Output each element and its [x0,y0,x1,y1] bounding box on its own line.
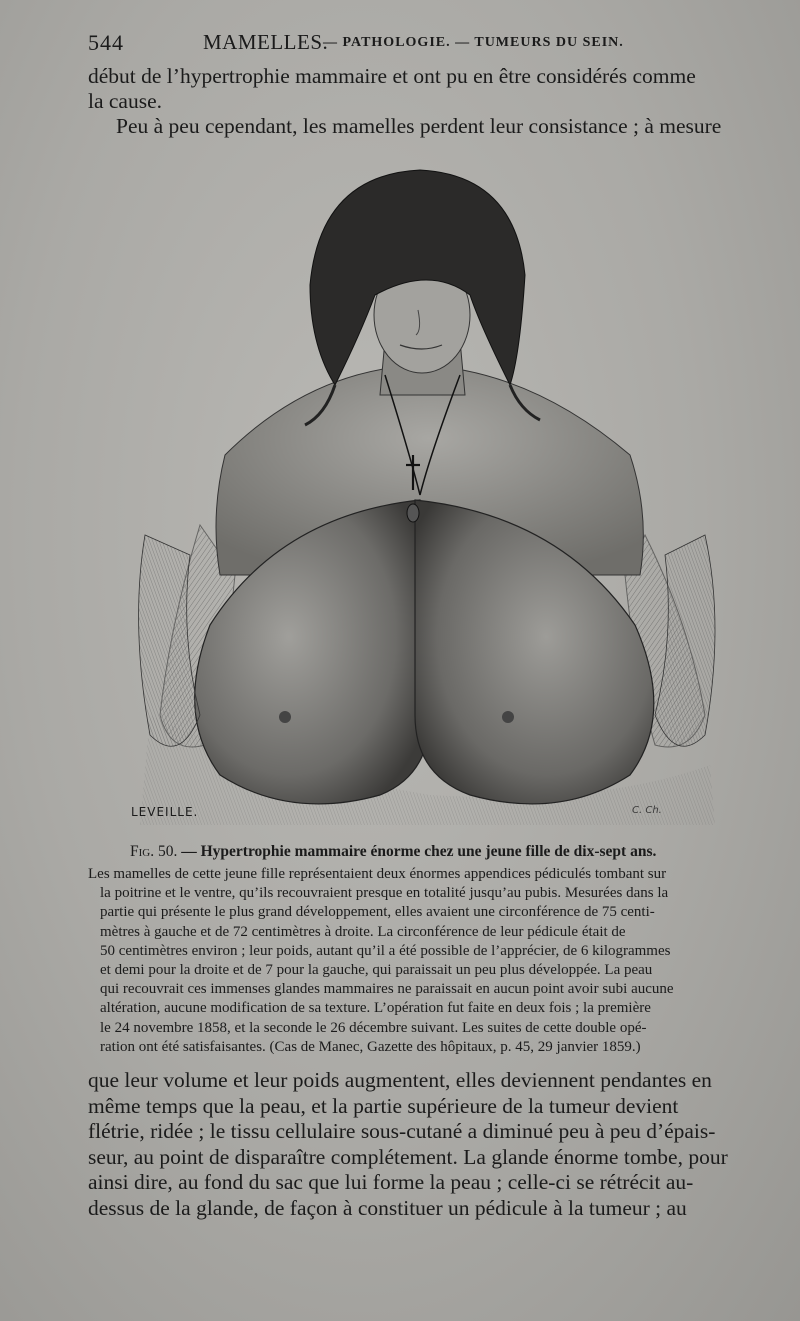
artist-signature: C. Ch. [632,805,662,816]
caption-line: le 24 novembre 1858, et la seconde le 26 décembre suivant. Les suites de cette double opé- [100,1019,647,1036]
figure-label: Fig. 50. [130,843,178,860]
text-line: que leur volume et leur poids augmentent, elles deviennent pendantes en [88,1068,712,1092]
text-line: ainsi dire, au fond du sac que lui forme la peau ; celle-ci se rétrécit au- [88,1170,694,1194]
caption-line: 50 centimètres environ ; leur poids, autant qu’il a été possible de l’apprécier, de 6 kilogrammes [100,942,671,959]
top-paragraphs [88,64,748,139]
caption-line: altération, aucune modification de sa texture. L’opération fut faite en deux fois ; la première [100,1000,651,1017]
caption-line: mètres à gauche et de 72 centimètres à droite. La circonférence de leur pédicule était de [100,923,626,940]
bottom-paragraph [88,1068,748,1221]
caption-line: partie qui présente le plus grand développement, elles avaient une circonférence de 75 centi- [100,904,655,921]
caption-line: Les mamelles de cette jeune fille représentaient deux énormes appendices pédiculés tombant sur [88,866,667,882]
engraving-drawing [130,155,720,830]
engraving-illustration [130,155,720,830]
text-line: seur, au point de disparaître complétement. La glande énorme tombe, pour [88,1144,728,1169]
caption-line: la poitrine et le ventre, qu’ils recouvraient presque en totalité jusqu’au pubis. Mesurées dans la [100,885,669,902]
page-number: 544 [88,30,124,55]
figure-caption-body [88,865,748,1057]
section-subtitle: — PATHOLOGIE. — TUMEURS DU SEIN. [323,35,624,50]
text-line: début de l’hypertrophie mammaire et ont pu en être considérés comme [88,64,696,88]
caption-line: et demi pour la droite et de 7 pour la gauche, qui paraissait un peu plus développée. La peau [100,962,653,979]
caption-line: qui recouvrait ces immenses glandes mammaires ne paraissait en aucun point avoir subi aucune [100,981,674,998]
figure-caption-title [130,843,750,861]
chapter-title: MAMELLES. [203,30,329,54]
text-line: même temps que la peau, et la partie supérieure de la tumeur devient [88,1093,679,1118]
text-line: dessus de la glande, de façon à constituer un pédicule à la tumeur ; au [88,1195,687,1220]
running-head [88,30,748,56]
text-line: la cause. [88,89,163,113]
engraver-signature: LEVEILLE. [131,805,199,819]
text-line: Peu à peu cependant, les mamelles perdent leur consistance ; à mesure [116,114,722,138]
figure-title: — Hypertrophie mammaire énorme chez une jeune fille de dix-sept ans. [181,843,657,860]
caption-line: ration ont été satisfaisantes. (Cas de Manec, Gazette des hôpitaux, p. 45, 29 janvier 1859.) [100,1038,641,1055]
text-line: flétrie, ridée ; le tissu cellulaire sous-cutané a diminué peu à peu d’épais- [88,1119,716,1143]
